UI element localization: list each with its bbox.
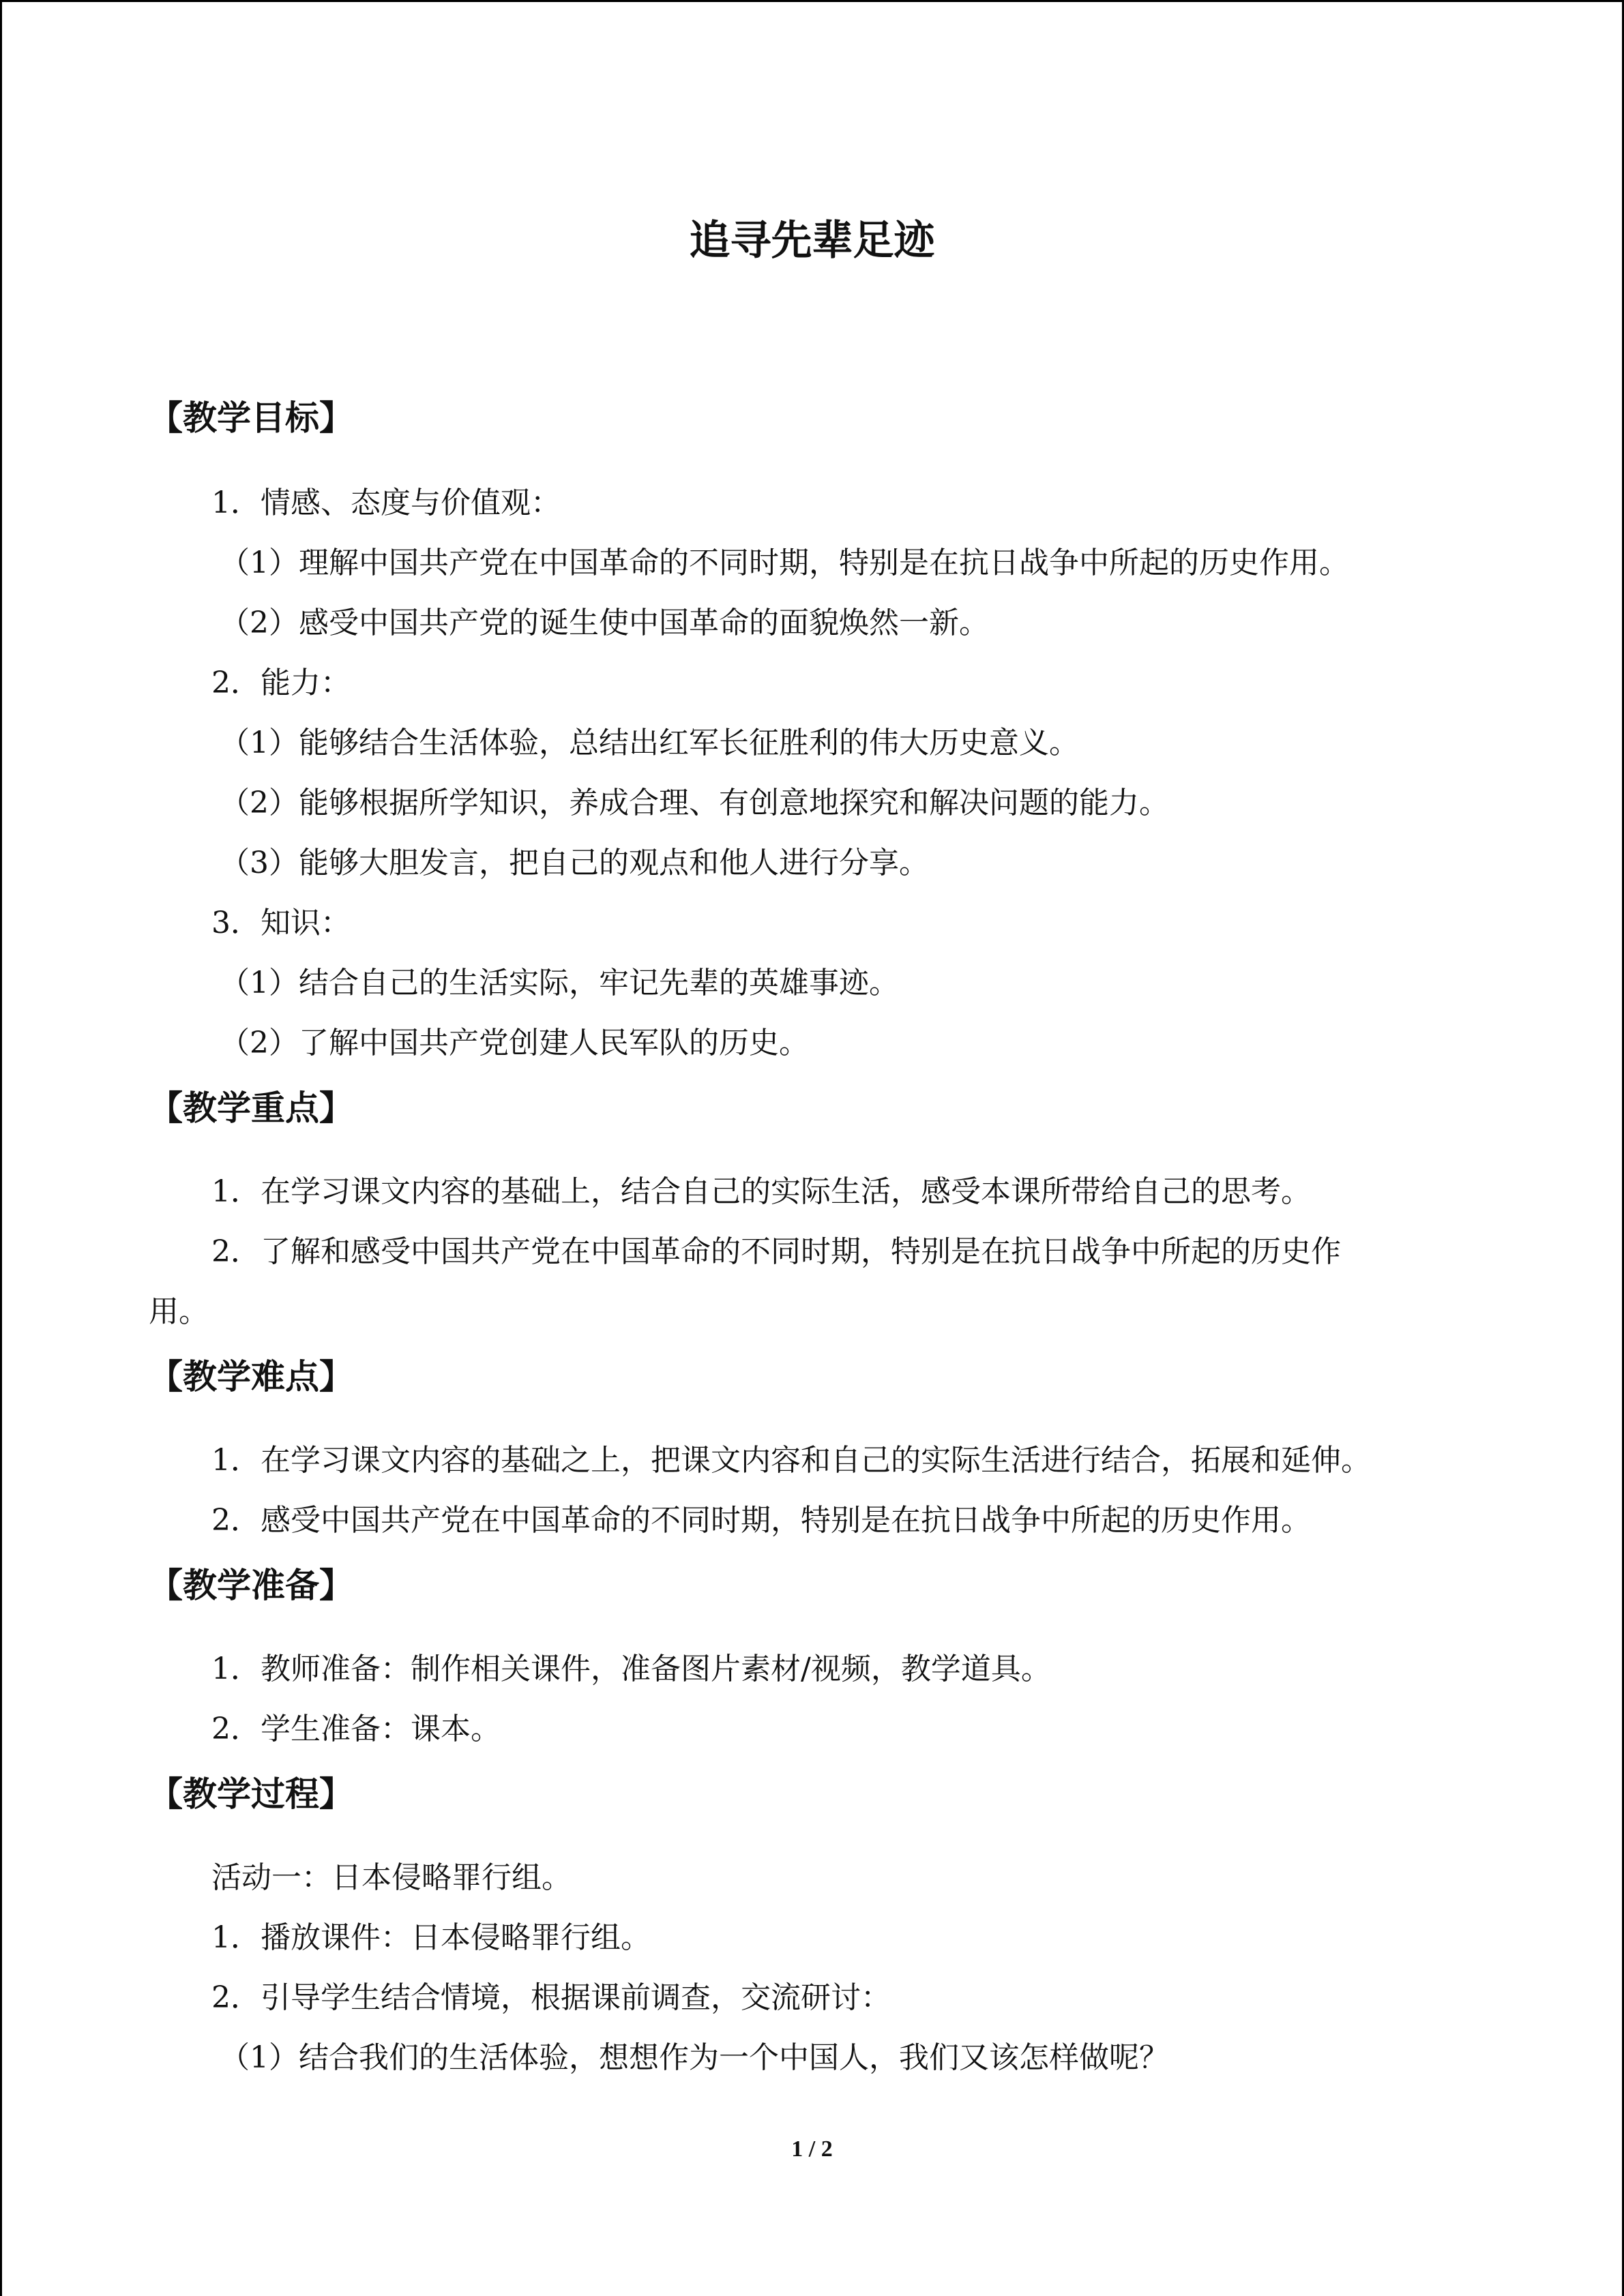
objectives-line: （3）能够大胆发言，把自己的观点和他人进行分享。 [220,846,929,880]
preparation-line: 2．学生准备：课本。 [211,1712,501,1746]
page-number: 1 / 2 [791,2136,833,2162]
objectives-line: 1．情感、态度与价值观： [211,486,561,520]
key-points-line: 2．了解和感受中国共产党在中国革命的不同时期，特别是在抗日战争中所起的历史作 [211,1234,1341,1269]
page-left-border [0,0,2,2296]
section-heading-preparation: 【教学准备】 [149,1566,353,1605]
section-heading-difficulties: 【教学难点】 [149,1357,353,1397]
objectives-line: （1）理解中国共产党在中国革命的不同时期，特别是在抗日战争中所起的历史作用。 [220,546,1349,580]
key-points-line: 用。 [149,1294,209,1329]
page-top-border [0,0,1624,2]
section-heading-key-points: 【教学重点】 [149,1088,353,1128]
objectives-line: 2．能力： [211,666,351,700]
objectives-line: （2）了解中国共产党创建人民军队的历史。 [220,1026,809,1060]
document-title: 追寻先辈足迹 [689,217,935,265]
objectives-line: （1）结合自己的生活实际，牢记先辈的英雄事迹。 [220,966,899,1000]
process-line: 1．播放课件：日本侵略罪行组。 [211,1920,651,1955]
preparation-line: 1．教师准备：制作相关课件，准备图片素材/视频，教学道具。 [211,1652,1051,1686]
process-line: （1）结合我们的生活体验，想想作为一个中国人，我们又该怎样做呢？ [220,2040,1169,2075]
difficulties-line: 2．感受中国共产党在中国革命的不同时期，特别是在抗日战争中所起的历史作用。 [211,1503,1311,1538]
objectives-line: （2）感受中国共产党的诞生使中国革命的面貌焕然一新。 [220,606,989,640]
objectives-line: （2）能够根据所学知识，养成合理、有创意地探究和解决问题的能力。 [220,786,1169,820]
section-heading-process: 【教学过程】 [149,1774,353,1814]
key-points-line: 1．在学习课文内容的基础上，结合自己的实际生活，感受本课所带给自己的思考。 [211,1174,1311,1209]
difficulties-line: 1．在学习课文内容的基础之上，把课文内容和自己的实际生活进行结合，拓展和延伸。 [211,1443,1371,1478]
objectives-line: （1）能够结合生活体验，总结出红军长征胜利的伟大历史意义。 [220,726,1079,760]
process-line: 活动一：日本侵略罪行组。 [211,1860,572,1895]
objectives-line: 3．知识： [211,906,351,940]
section-heading-objectives: 【教学目标】 [149,398,353,438]
process-line: 2．引导学生结合情境，根据课前调查，交流研讨： [211,1980,891,2015]
